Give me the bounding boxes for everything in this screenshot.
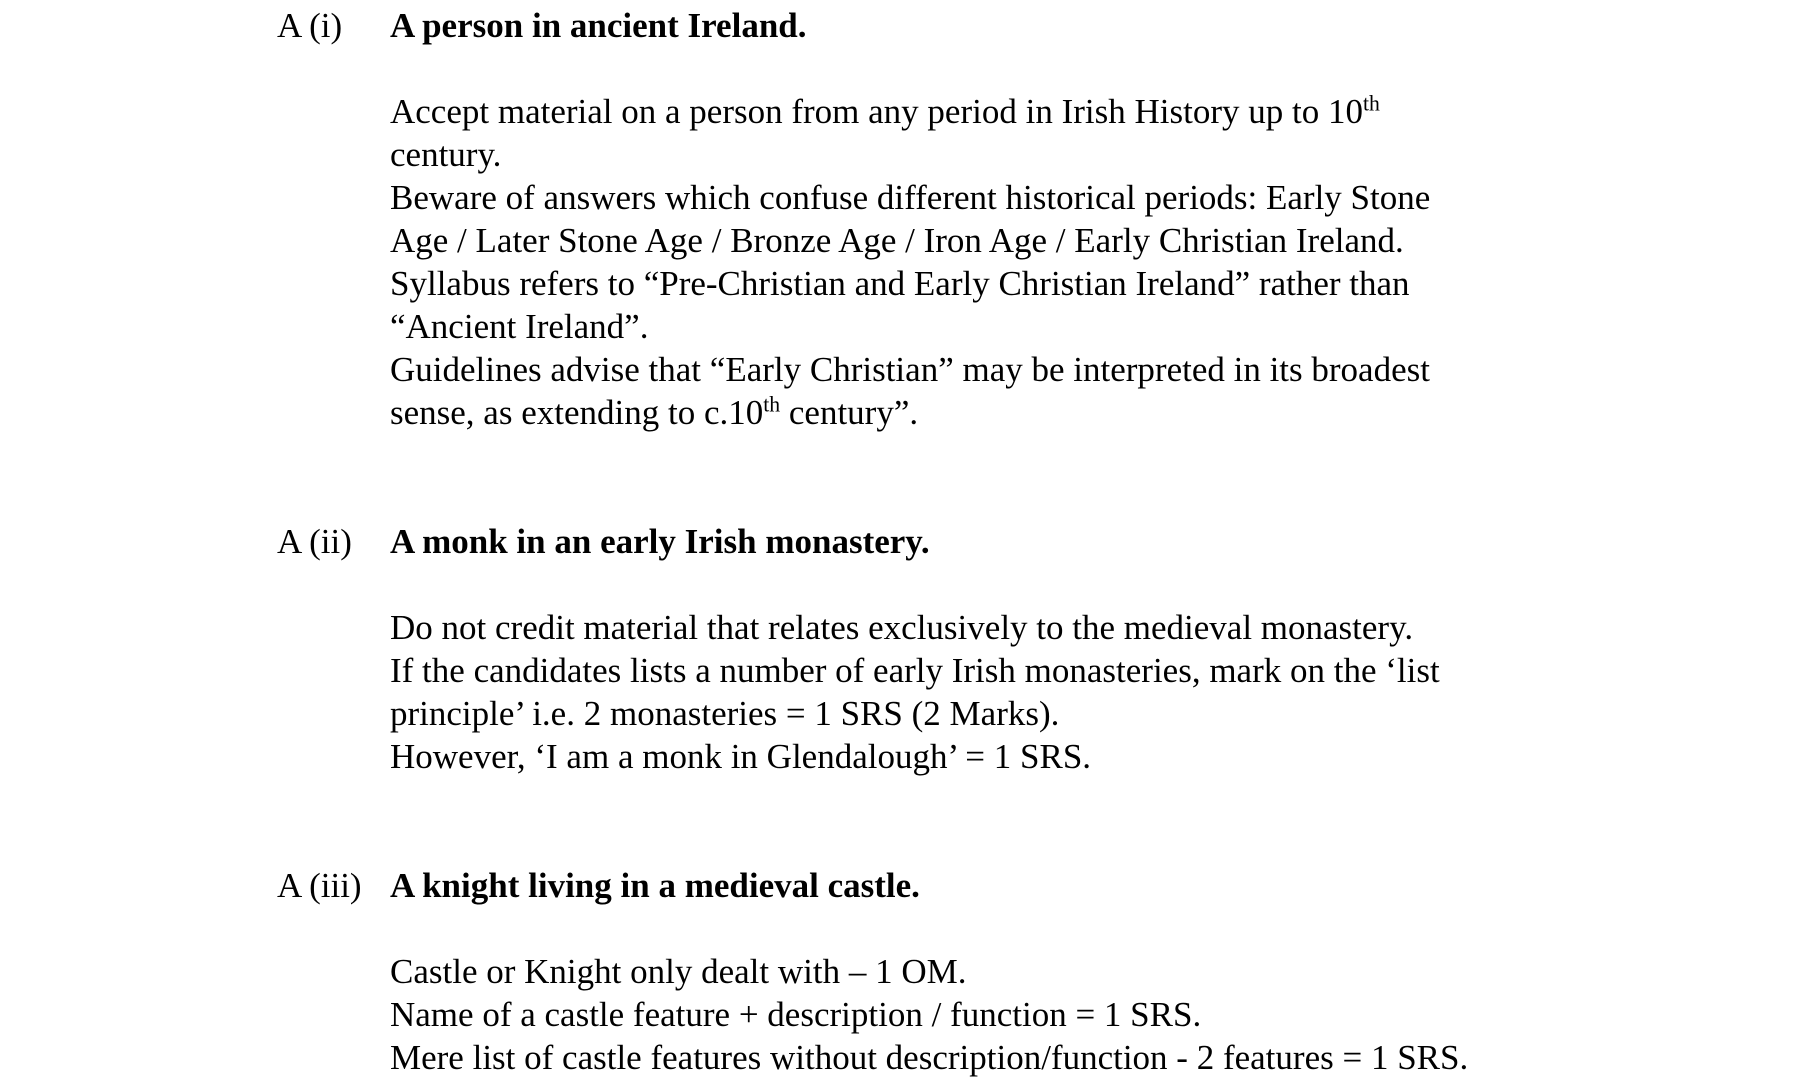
section-heading	[277, 864, 1818, 907]
section-body	[390, 606, 1818, 778]
section-title: A monk in an early Irish monastery.	[390, 522, 930, 561]
body-line	[390, 391, 1818, 434]
text-segment: Guidelines advise that “Early Christian” may be interpreted in its broadest	[390, 350, 1430, 389]
body-line	[390, 993, 1818, 1036]
text-segment: Beware of answers which confuse different historical periods: Early Stone	[390, 178, 1431, 217]
section-a-ii	[277, 520, 1818, 778]
section-title: A person in ancient Ireland.	[390, 6, 807, 45]
text-segment: century.	[390, 135, 502, 174]
section-heading	[277, 4, 1818, 47]
section-label: A (i)	[277, 6, 343, 45]
body-line	[390, 305, 1818, 348]
section-heading	[277, 520, 1818, 563]
body-line	[390, 262, 1818, 305]
text-segment: century”.	[780, 393, 919, 432]
body-line	[390, 692, 1818, 735]
body-line	[390, 735, 1818, 778]
section-body	[390, 90, 1818, 434]
body-line	[390, 348, 1818, 391]
text-segment: sense, as extending to c.10	[390, 393, 764, 432]
text-segment: Do not credit material that relates exclusively to the medieval monastery.	[390, 608, 1414, 647]
section-body	[390, 950, 1818, 1079]
text-segment: Accept material on a person from any period in Irish History up to 10	[390, 92, 1363, 131]
section-label: A (ii)	[277, 522, 352, 561]
body-line	[390, 219, 1818, 262]
text-segment: If the candidates lists a number of early Irish monasteries, mark on the ‘list	[390, 651, 1440, 690]
body-line	[390, 649, 1818, 692]
text-segment: However, ‘I am a monk in Glendalough’ = 1 SRS.	[390, 737, 1092, 776]
text-segment: Age / Later Stone Age / Bronze Age / Iron Age / Early Christian Ireland.	[390, 221, 1404, 260]
superscript-text: th	[1362, 91, 1380, 116]
section-label: A (iii)	[277, 866, 362, 905]
text-segment: Castle or Knight only dealt with – 1 OM.	[390, 952, 967, 991]
section-title: A knight living in a medieval castle.	[390, 866, 920, 905]
body-line	[390, 176, 1818, 219]
body-line	[390, 1036, 1818, 1079]
body-line	[390, 606, 1818, 649]
text-segment: principle’ i.e. 2 monasteries = 1 SRS (2 Marks).	[390, 694, 1060, 733]
section-a-iii	[277, 864, 1818, 1079]
body-line	[390, 133, 1818, 176]
text-segment: Syllabus refers to “Pre-Christian and Early Christian Ireland” rather than	[390, 264, 1410, 303]
body-line	[390, 90, 1818, 133]
section-a-i	[277, 4, 1818, 434]
text-segment: “Ancient Ireland”.	[390, 307, 649, 346]
text-segment: Mere list of castle features without description/function - 2 features = 1 SRS.	[390, 1038, 1469, 1077]
body-line	[390, 950, 1818, 993]
text-segment: Name of a castle feature + description / function = 1 SRS.	[390, 995, 1202, 1034]
superscript-text: th	[763, 392, 781, 417]
